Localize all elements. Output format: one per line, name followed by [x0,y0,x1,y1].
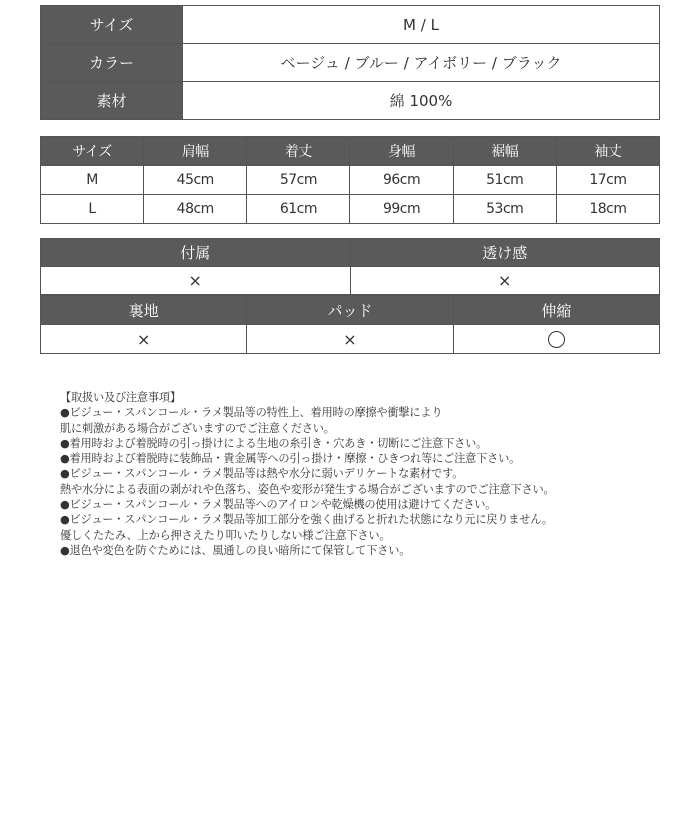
size-cell: 57cm [247,166,350,195]
table-row [41,195,660,224]
size-cell: 53cm [453,195,556,224]
notes-line: ●ビジュー・スパンコール・ラメ製品等へのアイロンや乾燥機の使用は避けてください。 [60,498,497,512]
notes-line: 優しくたたみ、上から押さえたり叩いたりしない様ご注意下さい。 [60,528,391,542]
notes-line: ●ビジュー・スパンコール・ラメ製品等加工部分を強く曲げると折れた状態になり元に戻りません。 [60,513,553,527]
features-values [41,267,660,295]
features-table-bottom [40,295,660,354]
features-header [41,296,660,325]
table-row [41,166,660,195]
feature-value-accessory: × [41,267,351,295]
size-cell: 61cm [247,195,350,224]
size-cell: 99cm [350,195,453,224]
spec-table [40,5,660,120]
size-header-cell: 裾幅 [453,137,556,166]
features-values [41,325,660,354]
size-header-cell: 肩幅 [144,137,247,166]
size-cell: 18cm [556,195,659,224]
spec-value: M / L [183,6,660,44]
size-cell: 96cm [350,166,453,195]
feature-value-lining: × [41,325,247,354]
notes-line: ●着用時および着脱時の引っ掛けによる生地の糸引き・穴あき・切断にご注意下さい。 [60,436,488,450]
feature-header-padding: パッド [247,296,453,325]
size-table [40,136,660,224]
size-cell: L [41,195,144,224]
spec-label: サイズ [41,6,183,44]
spec-row-size [41,6,660,44]
features-header [41,239,660,267]
size-cell: M [41,166,144,195]
spec-row-color [41,44,660,82]
feature-value-padding: × [247,325,453,354]
feature-header-stretch: 伸縮 [453,296,659,325]
notes-line: ●ビジュー・スパンコール・ラメ製品等の特性上、着用時の摩擦や衝撃により [60,406,443,420]
size-header-cell: サイズ [41,137,144,166]
notes-line: ●退色や変色を防ぐためには、風通しの良い暗所にて保管して下さい。 [60,543,411,557]
size-header-cell: 袖丈 [556,137,659,166]
size-cell: 17cm [556,166,659,195]
feature-header-lining: 裏地 [41,296,247,325]
features-table-top [40,238,660,295]
spec-label: 素材 [41,82,183,120]
feature-header-sheerness: 透け感 [350,239,660,267]
size-cell: 51cm [453,166,556,195]
spec-label: カラー [41,44,183,82]
care-notes [60,390,680,558]
spec-value: ベージュ / ブルー / アイボリー / ブラック [183,44,660,82]
spec-value: 綿 100% [183,82,660,120]
circle-icon [548,331,565,348]
size-table-header [41,137,660,166]
feature-header-accessory: 付属 [41,239,351,267]
feature-value-stretch [453,325,659,354]
notes-line: 熱や水分による表面の剥がれや色落ち、姿色や変形が発生する場合がございますのでご注意下さい。 [60,482,555,496]
feature-value-sheerness: × [350,267,660,295]
size-cell: 45cm [144,166,247,195]
notes-line: ●ビジュー・スパンコール・ラメ製品等は熱や水分に弱いデリケートな素材です。 [60,467,464,481]
spec-row-material [41,82,660,120]
notes-line: ●着用時および着脱時に装飾品・貴金属等への引っ掛け・摩擦・ひきつれ等にご注意下さい。 [60,452,521,466]
size-header-cell: 着丈 [247,137,350,166]
size-header-cell: 身幅 [350,137,453,166]
notes-line: 肌に刺激がある場合がございますのでご注意ください。 [60,421,335,435]
size-cell: 48cm [144,195,247,224]
notes-title: 【取扱い及び注意事項】 [60,391,181,404]
